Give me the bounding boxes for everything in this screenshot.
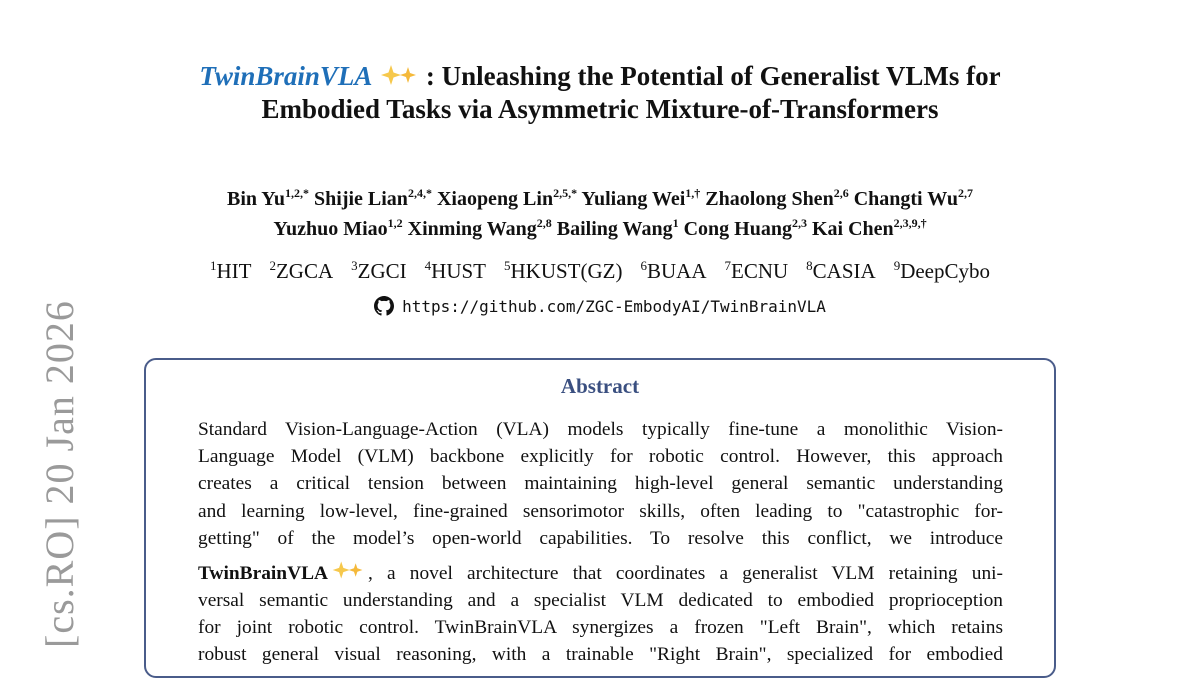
author-affiliation-marks: 1,† xyxy=(685,186,701,200)
affiliation xyxy=(425,259,486,283)
abstract-line: versal semantic understanding and a specialist VLM dedicated to embodied proprioception xyxy=(198,590,1003,611)
author-name: Yuzhuo Miao xyxy=(273,218,388,240)
affiliation xyxy=(210,259,252,283)
affiliation-name: ECNU xyxy=(731,259,789,283)
author-affiliation-marks: 2,6 xyxy=(833,186,849,200)
affiliation-name: HUST xyxy=(431,259,486,283)
repo-url[interactable]: https://github.com/ZGC-EmbodyAI/TwinBrainVLA xyxy=(402,296,826,316)
abstract-line: and learning low-level, fine-grained sensorimotor skills, often leading to "catastrophic for- xyxy=(198,501,1003,522)
title-line1-rest: : Unleashing the Potential of Generalist VLMs for xyxy=(425,61,1001,91)
affiliation xyxy=(725,259,789,283)
author-affiliation-marks: 2,3,9,† xyxy=(893,216,927,230)
author-affiliation-marks: 2,5,* xyxy=(553,186,578,200)
affiliation-number: 5 xyxy=(504,258,511,273)
author xyxy=(854,188,973,210)
affiliation-number: 2 xyxy=(269,258,276,273)
affiliation xyxy=(504,259,622,283)
author-name: Zhaolong Shen xyxy=(705,188,834,210)
affiliation-number: 4 xyxy=(424,258,432,273)
abstract-line: robust general visual reasoning, with a trainable "Right Brain", specialized for embodied xyxy=(198,644,1003,665)
abstract-line: for joint robotic control. TwinBrainVLA synergizes a frozen "Left Brain", which retains xyxy=(198,617,1003,638)
abstract-line: creates a critical tension between maintaining high-level general semantic understanding xyxy=(198,473,1003,494)
affiliation-name: BUAA xyxy=(646,259,707,283)
author xyxy=(408,218,552,240)
affiliation-number: 3 xyxy=(351,258,358,273)
affiliation xyxy=(894,259,990,283)
affiliation-number: 8 xyxy=(806,258,813,273)
affiliation-number: 1 xyxy=(209,258,217,273)
affiliation xyxy=(640,259,706,283)
arxiv-side-stamp xyxy=(28,300,88,648)
author-name: Bin Yu xyxy=(227,188,286,210)
arxiv-side-stamp-text: [cs.RO] 20 Jan 2026 xyxy=(37,300,82,648)
sparkle-icon xyxy=(379,63,419,87)
affiliation xyxy=(351,259,407,283)
affiliation xyxy=(806,259,876,283)
affiliation-name: DeepCybo xyxy=(900,259,991,283)
author-affiliation-marks: 2,7 xyxy=(958,186,973,200)
author-affiliation-marks: 1 xyxy=(672,216,679,230)
author-affiliation-marks: 1,2 xyxy=(387,216,403,230)
author-list-line2 xyxy=(0,208,1200,244)
author xyxy=(705,188,848,210)
author-name: Xiaopeng Lin xyxy=(436,188,554,210)
author-name: Shijie Lian xyxy=(314,188,408,210)
author-affiliation-marks: 2,4,* xyxy=(407,186,432,200)
author xyxy=(557,218,679,240)
author xyxy=(812,218,927,240)
author-name: Cong Huang xyxy=(683,218,792,240)
author xyxy=(273,218,402,240)
abstract-brand: TwinBrainVLA xyxy=(198,563,329,584)
abstract-line: Standard Vision-Language-Action (VLA) models typically fine-tune a monolithic Vision- xyxy=(198,419,1003,440)
repo-link[interactable] xyxy=(0,296,1200,316)
affiliation xyxy=(269,259,333,283)
abstract-line: Language Model (VLM) backbone explicitly for robotic control. However, this approach xyxy=(198,446,1003,467)
affiliation-name: HKUST(GZ) xyxy=(510,259,623,283)
abstract-heading: Abstract xyxy=(560,374,640,398)
author xyxy=(437,188,577,210)
author-affiliation-marks: 2,3 xyxy=(791,216,807,230)
abstract-line: getting" of the model’s open-world capabilities. To resolve this conflict, we introduce xyxy=(198,528,1003,549)
author-affiliation-marks: 1,2,* xyxy=(285,186,310,200)
author-name: Changti Wu xyxy=(853,188,958,210)
affiliation-name: ZGCI xyxy=(357,259,407,283)
affiliation-number: 9 xyxy=(893,258,901,273)
paper-title-line1 xyxy=(0,60,1200,93)
author-name: Xinming Wang xyxy=(407,218,537,240)
author-name: Bailing Wang xyxy=(556,218,673,240)
author xyxy=(314,188,432,210)
github-icon xyxy=(374,296,394,316)
author-affiliation-marks: 2,8 xyxy=(536,216,552,230)
sparkle-icon xyxy=(331,559,365,581)
affiliation-name: CASIA xyxy=(812,259,876,283)
author-name: Yuliang Wei xyxy=(581,188,686,210)
affiliation-number: 6 xyxy=(640,258,647,273)
paper-title-line2: Embodied Tasks via Asymmetric Mixture-of-Transformers xyxy=(261,94,939,124)
author xyxy=(684,218,807,240)
affiliation-name: ZGCA xyxy=(275,259,334,283)
affiliation-name: HIT xyxy=(216,259,252,283)
abstract-line-brand xyxy=(198,559,1003,588)
abstract-line6-rest: , a novel architecture that coordinates a generalist VLM retaining uni- xyxy=(368,563,1003,584)
author xyxy=(581,188,700,210)
author xyxy=(227,188,309,210)
title-brand: TwinBrainVLA xyxy=(199,61,373,91)
author-name: Kai Chen xyxy=(811,218,894,240)
affiliation-number: 7 xyxy=(724,258,731,273)
affiliation-list xyxy=(0,258,1200,284)
